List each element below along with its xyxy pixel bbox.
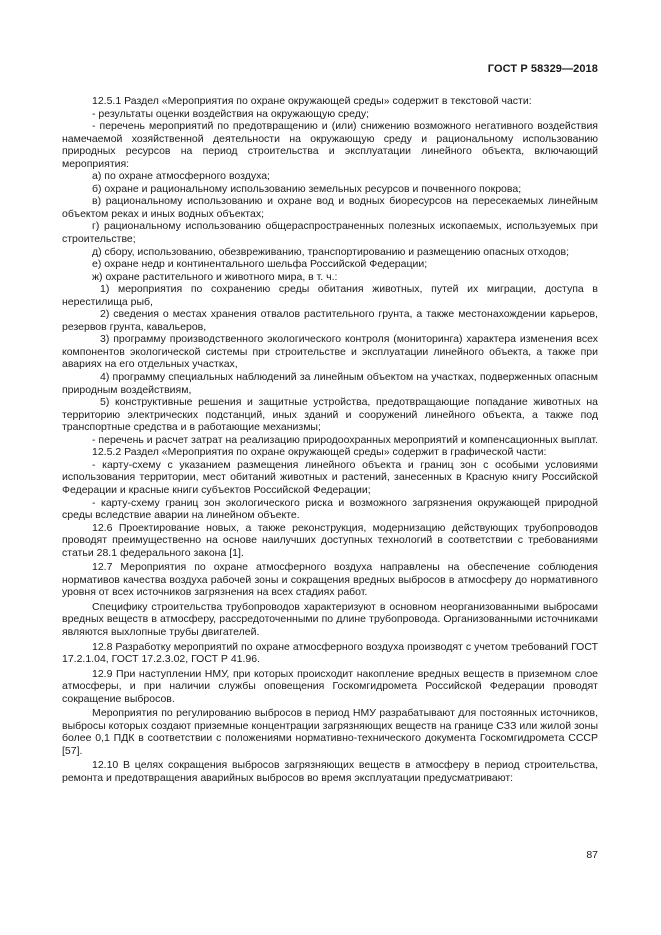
paragraph: Специфику строительства трубопроводов характеризуют в основном неорганизованными выбросами вредных веществ в атмосферу, рассредоточенными по длине трубопровода. Организованными источниками являются выхлопные трубы двигателей. bbox=[62, 600, 598, 638]
list-item: б) охране и рациональному использованию земельных ресурсов и почвенного покрова; bbox=[92, 182, 522, 195]
list-item: в) рациональному использованию и охране вод и водных биоресурсов на пересекаемых линейным объектом реках и иных водных объектах; bbox=[62, 195, 598, 220]
list-item: а) по охране атмосферного воздуха; bbox=[92, 170, 270, 183]
paragraph: 12.5.2 Раздел «Мероприятия по охране окружающей среды» содержит в графической части: bbox=[92, 446, 547, 459]
list-item: - результаты оценки воздействия на окружающую среду; bbox=[92, 107, 369, 120]
list-item: - карту-схему границ зон экологического риска и возможного загрязнения окружающей природной среды вследствие аварии на линейном объекте. bbox=[62, 496, 598, 522]
sub-list-item: 2) сведения о местах хранения отвалов растительного грунта, а также местонахождении карьеров, резервов грунта, кавальеров, bbox=[62, 308, 598, 333]
paragraph: 12.10 В целях сокращения выбросов загрязняющих веществ в атмосферу в период строительства, ремонта и предотвращения аварийных выбросов во время эксплуатации предусматривают: bbox=[62, 759, 598, 784]
paragraph: 12.7 Мероприятия по охране атмосферного воздуха направлены на обеспечение соблюдения нормативов качества воздуха рабочей зоны и сокращения вредных выбросов в атмосферу до нормативного уровня от всех источников загрязнения на всех стадиях работ. bbox=[62, 561, 598, 599]
paragraph: 12.8 Разработку мероприятий по охране атмосферного воздуха производят с учетом требований ГОСТ 17.2.1.04, ГОСТ 17.2.3.02, ГОСТ Р 41.96. bbox=[62, 640, 598, 666]
list-item: ж) охране растительного и животного мира, в т. ч.: bbox=[92, 270, 338, 283]
sub-list-item: 4) программу специальных наблюдений за линейным объектом на участках, подверженных опасным природным воздействиям, bbox=[62, 371, 598, 396]
list-item: г) рациональному использованию общераспространенных полезных ископаемых, используемых при строительстве; bbox=[62, 220, 598, 246]
paragraph: Мероприятия по регулированию выбросов в период НМУ разрабатывают для постоянных источников, выбросы которых создают приземные концентрации загрязняющих веществ на границе СЗЗ или жилой зоны более 0,1 ПДК в соответствии с положениями нормативно-технического документа Госкомгидромета СССР [57]. bbox=[62, 707, 598, 757]
paragraph: 12.5.1 Раздел «Мероприятия по охране окружающей среды» содержит в текстовой части: bbox=[92, 95, 532, 107]
document-body bbox=[62, 95, 598, 785]
list-item: - карту-схему с указанием размещения линейного объекта и границ зон с особыми условиями использования территории, мест обитаний животных и растений, занесенных в Красную книгу Российской Федерации и красные книги субъектов Российской Федерации; bbox=[62, 458, 598, 496]
paragraph: 12.6 Проектирование новых, а также реконструкция, модернизацию действующих трубопроводов проводят преимущественно на основе наилучших доступных технологий в соответствии с требованиями статьи 28.1 федерального закона [1]. bbox=[62, 521, 598, 559]
list-item: - перечень и расчет затрат на реализацию природоохранных мероприятий и компенсационных выплат. bbox=[92, 433, 598, 446]
sub-list-item: 1) мероприятия по сохранению среды обитания животных, путей их миграции, доступа в нерестилища рыб, bbox=[62, 283, 598, 308]
list-item: е) охране недр и континентального шельфа Российской Федерации; bbox=[92, 258, 428, 271]
page-number: 87 bbox=[586, 849, 598, 861]
list-item: д) сбору, использованию, обезвреживанию, транспортированию и размещению опасных отходов; bbox=[92, 245, 570, 258]
list-item: - перечень мероприятий по предотвращению и (или) снижению возможного негативного воздействия намечаемой хозяйственной деятельности на окружающую среду и рациональному использованию природных ресурсов на период строительства и эксплуатации линейного объекта, включающий мероприятия: bbox=[62, 120, 598, 170]
sub-list-item: 5) конструктивные решения и защитные устройства, предотвращающие попадание животных на территорию электрических подстанций, иных зданий и сооружений линейного объекта, а также под транспортные средства и в работающие механизмы; bbox=[62, 396, 598, 434]
sub-list-item: 3) программу производственного экологического контроля (мониторинга) характера изменения всех компонентов экологической системы при строительстве и эксплуатации линейного объекта, а также при авариях на его отдельных участках, bbox=[62, 333, 598, 371]
paragraph: 12.9 При наступлении НМУ, при которых происходит накопление вредных веществ в приземном слое атмосферы, и при наличии службы оповещения Госкомгидромета Российской Федерации проводят сокращение выбросов. bbox=[62, 667, 598, 705]
standard-designation: ГОСТ Р 58329—2018 bbox=[487, 63, 598, 75]
